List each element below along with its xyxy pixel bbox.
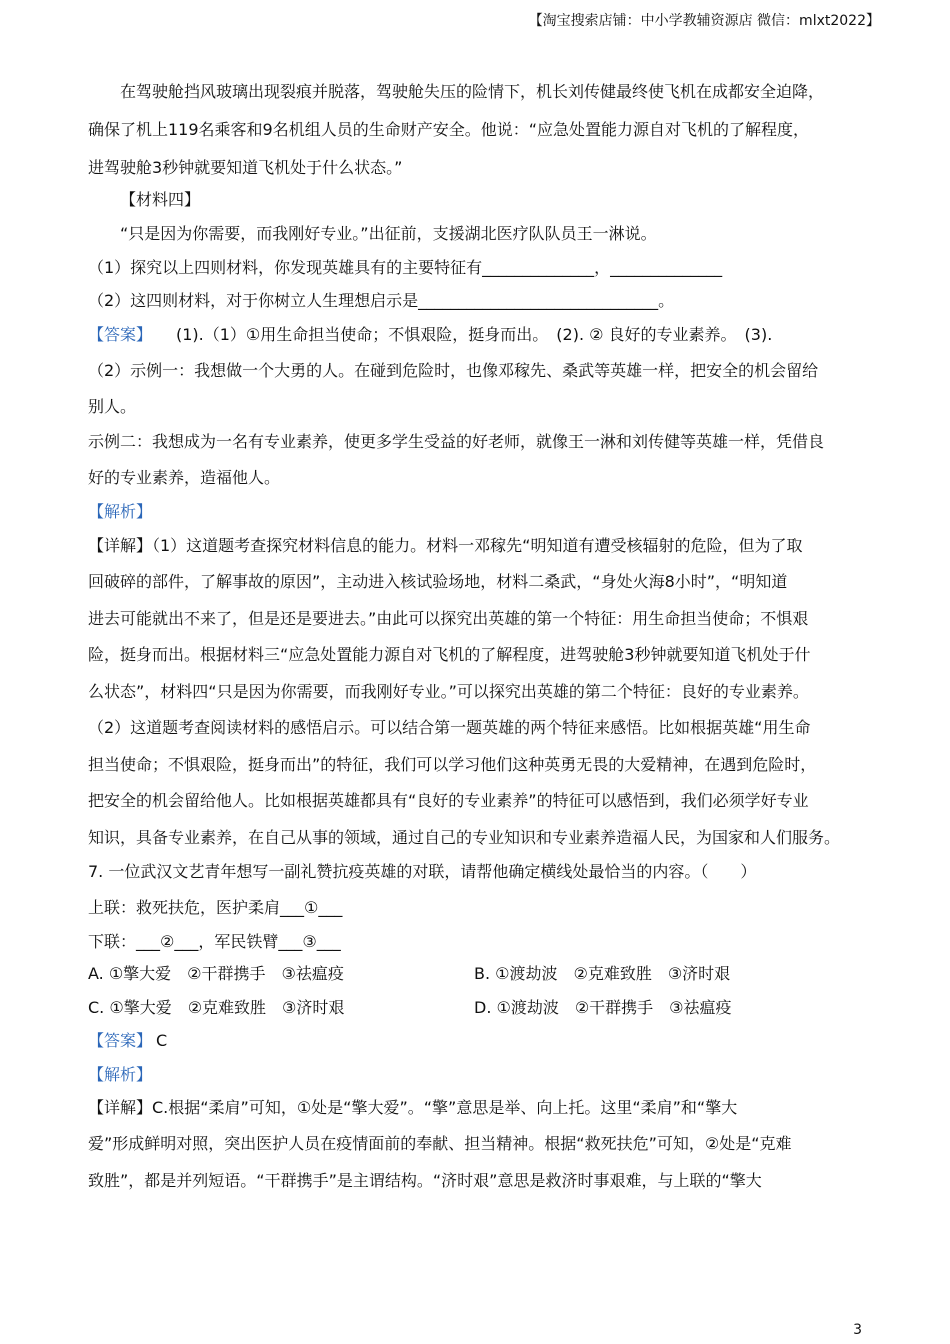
text-line: （2）这四则材料，对于你树立人生理想启示是______________________________。 <box>88 291 675 310</box>
text-line: D. ①渡劫波 ②干群携手 ③祛瘟疫 <box>474 998 732 1017</box>
text-line: 示例二：我想成为一名有专业素养，使更多学生受益的好老师，就像王一淋和刘传健等英雄一样，凭借良 <box>88 432 825 451</box>
text-line: 【材料四】 <box>120 190 201 209</box>
text-line: C. ①擎大爱 ②克难致胜 ③济时艰 <box>88 998 345 1017</box>
text-line: 上联：救死扶危，医护柔肩___①___ <box>88 898 343 917</box>
text-line: 爱”形成鲜明对照，突出医护人员在疫情面前的奉献、担当精神。根据“救死扶危”可知，②处是“克难 <box>88 1134 792 1153</box>
text-line: 进去可能就出不来了，但是还是要进去。”由此可以探究出英雄的第一个特征：用生命担当使命；不惧艰 <box>88 609 809 628</box>
section-tag: 【解析】 <box>88 1065 153 1084</box>
text-line: 把安全的机会留给他人。比如根据英雄都具有“良好的专业素养”的特征可以感悟到，我们必须学好专业 <box>88 791 809 810</box>
text-line: C <box>156 1031 168 1050</box>
text-line: (1).（1）①用生命担当使命；不惧艰险，挺身而出。 (2). ② 良好的专业素养。 (3). <box>176 325 773 344</box>
page-number: 3 <box>853 1322 862 1338</box>
text-line: 【详解】C.根据“柔肩”可知，①处是“擎大爱”。“擎”意思是举、向上托。这里“柔肩”和“擎大 <box>88 1098 738 1117</box>
text-line: 担当使命；不惧艰险，挺身而出”的特征，我们可以学习他们这种英勇无畏的大爱精神，在遇到危险时， <box>88 755 817 774</box>
text-line: A. ①擎大爱 ②干群携手 ③祛瘟疫 <box>88 964 344 983</box>
section-tag: 【答案】 <box>88 325 153 344</box>
page-header: 【淘宝搜索店铺：中小学教辅资源店 微信：mlxt2022】 <box>528 13 880 29</box>
text-line: 进驾驶舱3秒钟就要知道飞机处于什么状态。” <box>88 158 403 177</box>
text-line: 在驾驶舱挡风玻璃出现裂痕并脱落，驾驶舱失压的险情下，机长刘传健最终使飞机在成都安全迫降， <box>120 82 825 101</box>
section-tag: 【答案】 <box>88 1031 153 1050</box>
text-line: 险，挺身而出。根据材料三“应急处置能力源自对飞机的了解程度，进驾驶舱3秒钟就要知道飞机处于什 <box>88 645 811 664</box>
text-line: 回破碎的部件，了解事故的原因”，主动进入核试验场地，材料二桑武，“身处火海8小时”，“明知道 <box>88 572 788 591</box>
text-line: 知识，具备专业素养，在自己从事的领域，通过自己的专业知识和专业素养造福人民，为国家和人们服务。 <box>88 828 841 847</box>
text-line: 好的专业素养，造福他人。 <box>88 468 281 487</box>
text-line: （2）这道题考查阅读材料的感悟启示。可以结合第一题英雄的两个特征来感悟。比如根据英雄“用生命 <box>88 718 811 737</box>
text-line: “只是因为你需要，而我刚好专业。”出征前，支援湖北医疗队队员王一淋说。 <box>120 224 657 243</box>
text-line: 下联：___②___，军民铁臂___③___ <box>88 932 341 951</box>
text-line: 【详解】（1）这道题考查探究材料信息的能力。材料一邓稼先“明知道有遭受核辐射的危险，但为了取 <box>88 536 803 555</box>
text-line: 致胜”，都是并列短语。“干群携手”是主谓结构。“济时艰”意思是救济时事艰难，与上联的“擎大 <box>88 1171 762 1190</box>
text-line: B. ①渡劫波 ②克难致胜 ③济时艰 <box>474 964 731 983</box>
text-line: 么状态”，材料四“只是因为你需要，而我刚好专业。”可以探究出英雄的第二个特征：良好的专业素养。 <box>88 682 809 701</box>
section-tag: 【解析】 <box>88 502 153 521</box>
text-line: 7. 一位武汉文艺青年想写一副礼赞抗疫英雄的对联，请帮他确定横线处最恰当的内容。（ ） <box>88 862 757 881</box>
text-line: （2）示例一：我想做一个大勇的人。在碰到危险时，也像邓稼先、桑武等英雄一样，把安全的机会留给 <box>88 361 819 380</box>
text-line: 确保了机上119名乘客和9名机组人员的生命财产安全。他说：“应急处置能力源自对飞机的了解程度， <box>88 120 810 139</box>
text-line: （1）探究以上四则材料，你发现英雄具有的主要特征有______________，______________ <box>88 258 723 277</box>
text-line: 别人。 <box>88 397 137 416</box>
